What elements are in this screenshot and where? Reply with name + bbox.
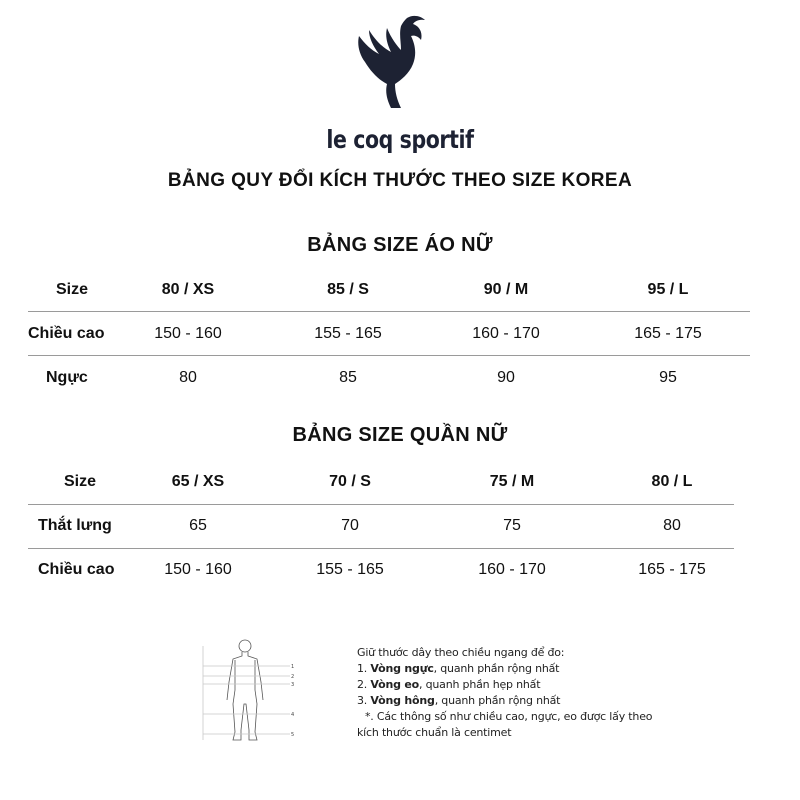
header-size-label: Size bbox=[56, 281, 89, 298]
instruction-keyword: Vòng ngực bbox=[370, 662, 434, 675]
marker-label: 5 bbox=[291, 732, 295, 738]
body-measurement-figure bbox=[195, 632, 305, 747]
body-outline-icon bbox=[227, 640, 263, 740]
row-label: Chiều cao bbox=[38, 561, 115, 578]
row-label: Chiều cao bbox=[28, 325, 105, 342]
instruction-item: 3. Vòng hông, quanh phần rộng nhất bbox=[357, 694, 561, 707]
measure-lines bbox=[203, 646, 290, 740]
table-row bbox=[28, 312, 750, 356]
table-row bbox=[28, 356, 750, 400]
instructions-intro: Giữ thước dây theo chiều ngang để đo: bbox=[357, 646, 565, 659]
header-col-1: 65 / XS bbox=[171, 473, 225, 490]
pants-size-table bbox=[28, 460, 734, 592]
shirt-table-title: BẢNG SIZE ÁO NỮ bbox=[307, 234, 493, 256]
header-col-4: 80 / L bbox=[651, 473, 693, 490]
instruction-note: *. Các thông số như chiều cao, ngực, eo được lấy theo bbox=[365, 710, 653, 723]
table-cell: 80 bbox=[663, 517, 681, 534]
table-cell: 160 - 170 bbox=[472, 325, 540, 342]
instruction-item: 2. Vòng eo, quanh phần hẹp nhất bbox=[357, 678, 541, 691]
table-cell: 85 bbox=[339, 369, 357, 386]
instruction-item: 1. Vòng ngực, quanh phần rộng nhất bbox=[357, 662, 560, 675]
instruction-keyword: Vòng eo bbox=[370, 678, 420, 691]
marker-label: 4 bbox=[291, 712, 295, 718]
header-col-3: 90 / M bbox=[483, 281, 529, 298]
brand-logo bbox=[0, 14, 800, 154]
table-header-row bbox=[28, 460, 734, 504]
table-cell: 165 - 175 bbox=[638, 561, 706, 578]
row-label: Thắt lưng bbox=[38, 517, 112, 534]
table-row bbox=[28, 504, 734, 548]
header-col-3: 75 / M bbox=[489, 473, 535, 490]
table-cell: 95 bbox=[659, 369, 677, 386]
rooster-icon bbox=[355, 14, 445, 110]
instruction-note: kích thước chuẩn là centimet bbox=[357, 726, 512, 739]
table-cell: 150 - 160 bbox=[164, 561, 232, 578]
table-cell: 75 bbox=[503, 517, 521, 534]
table-row bbox=[28, 548, 734, 592]
table-header-row bbox=[28, 268, 750, 312]
marker-label: 3 bbox=[291, 682, 295, 688]
page-title: BẢNG QUY ĐỔI KÍCH THƯỚC THEO SIZE KOREA bbox=[167, 170, 633, 191]
table-cell: 150 - 160 bbox=[154, 325, 222, 342]
marker-label: 1 bbox=[291, 664, 295, 670]
header-col-2: 85 / S bbox=[327, 281, 369, 298]
brand-logo-text: le coq sportif bbox=[326, 125, 474, 154]
table-cell: 160 - 170 bbox=[478, 561, 546, 578]
table-cell: 155 - 165 bbox=[316, 561, 384, 578]
pants-table-title: BẢNG SIZE QUẦN NỮ bbox=[292, 424, 508, 446]
header-col-2: 70 / S bbox=[329, 473, 371, 490]
table-cell: 70 bbox=[341, 517, 359, 534]
marker-label: 2 bbox=[291, 674, 295, 680]
table-cell: 90 bbox=[497, 369, 515, 386]
table-cell: 165 - 175 bbox=[634, 325, 702, 342]
measurement-instructions bbox=[357, 645, 652, 741]
row-label: Ngực bbox=[46, 369, 88, 386]
header-col-1: 80 / XS bbox=[161, 281, 215, 298]
header-size-label: Size bbox=[64, 473, 97, 490]
table-cell: 155 - 165 bbox=[314, 325, 382, 342]
table-cell: 65 bbox=[189, 517, 207, 534]
shirt-size-table bbox=[28, 268, 750, 400]
table-cell: 80 bbox=[179, 369, 197, 386]
instruction-keyword: Vòng hông bbox=[370, 694, 435, 707]
header-col-4: 95 / L bbox=[647, 281, 689, 298]
